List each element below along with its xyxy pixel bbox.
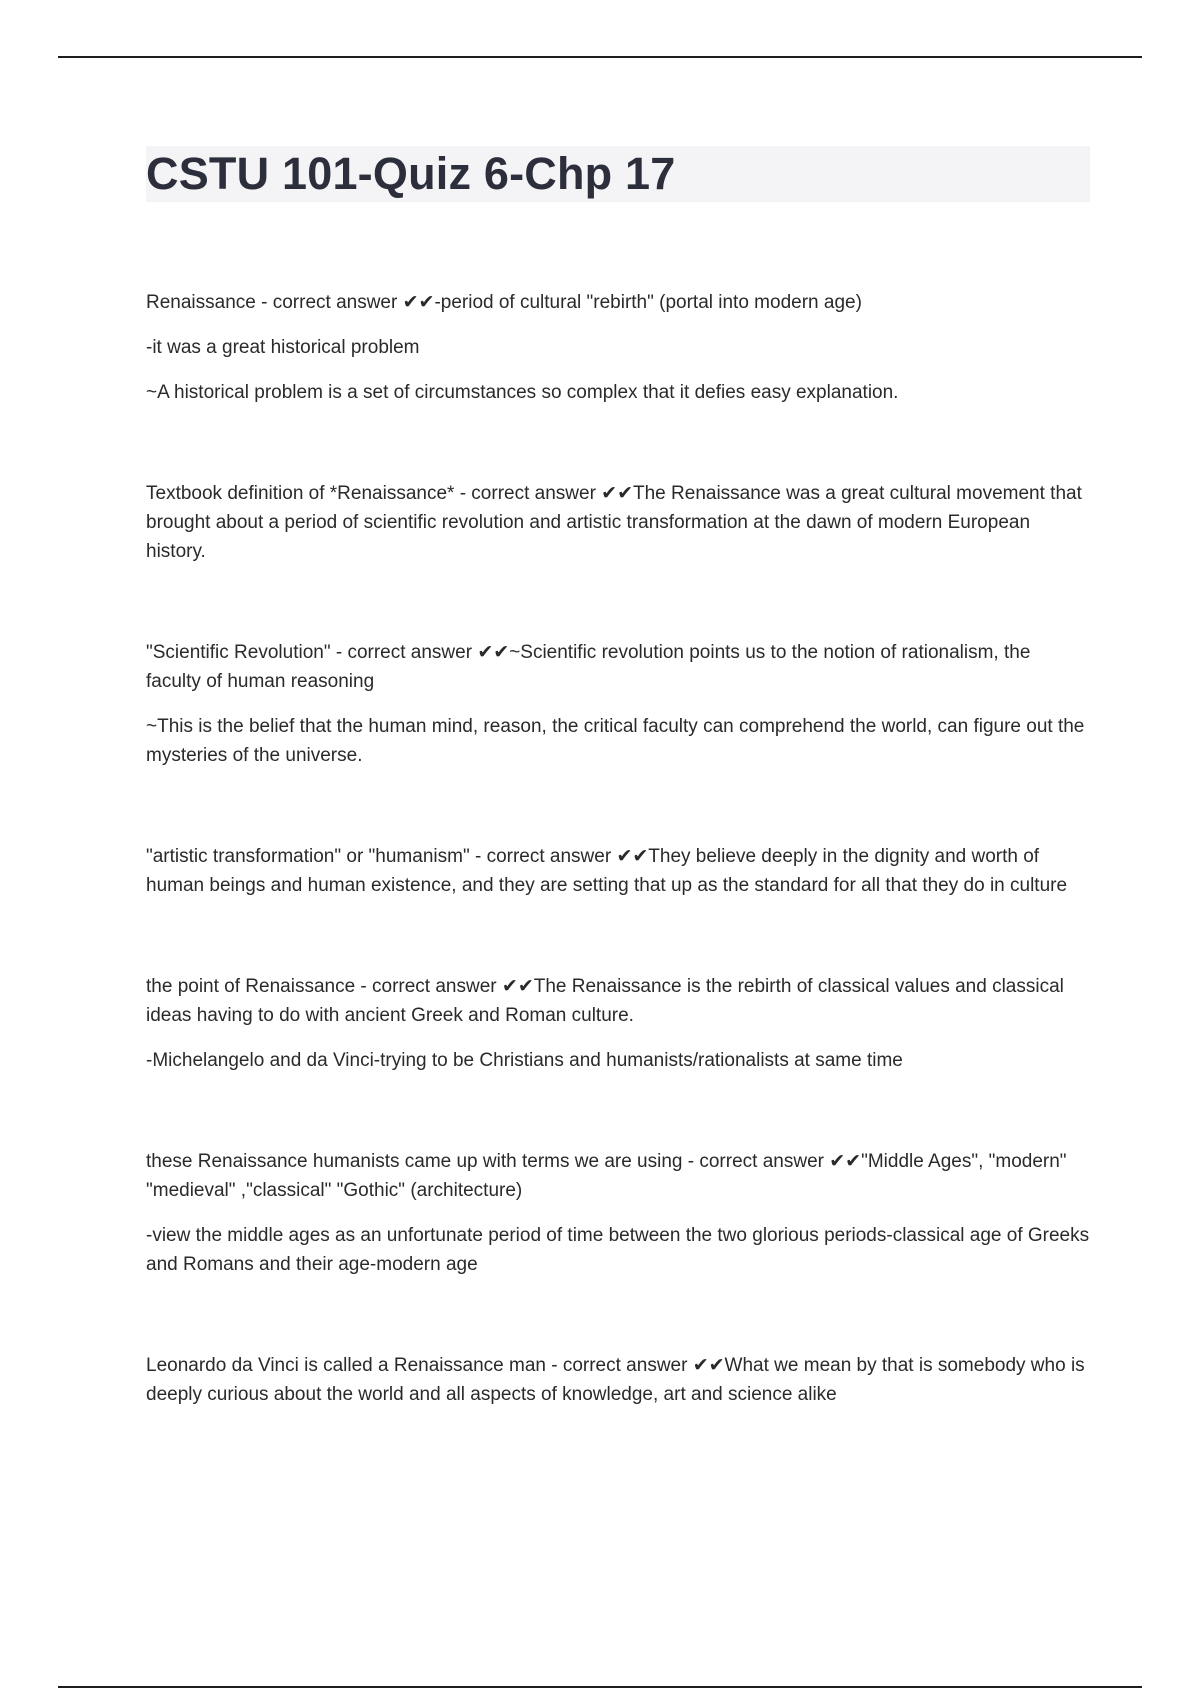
flashcard-paragraph: Renaissance - correct answer ✔✔-period of cultural "rebirth" (portal into modern age): [146, 292, 862, 313]
flashcard: [146, 1147, 1090, 1279]
flashcard: [146, 842, 1090, 900]
flashcard-paragraph: -it was a great historical problem: [146, 337, 420, 358]
flashcard-paragraph: Textbook definition of *Renaissance* - correct answer ✔✔The Renaissance was a great cultural movement that brought about a period of scientific revolution and artistic transformation at the dawn of modern European history.: [146, 483, 1082, 562]
flashcard-paragraph: -view the middle ages as an unfortunate period of time between the two glorious periods-classical age of Greeks and Romans and their age-modern age: [146, 1225, 1090, 1275]
flashcard-list: [146, 288, 1090, 1481]
page-title: CSTU 101-Quiz 6-Chp 17: [146, 148, 676, 199]
flashcard-paragraph: "artistic transformation" or "humanism" - correct answer ✔✔They believe deeply in the dignity and worth of human beings and human existence, and they are setting that up as the standard for all that they do in culture: [146, 846, 1068, 896]
flashcard: [146, 638, 1090, 770]
flashcard-paragraph: ~This is the belief that the human mind, reason, the critical faculty can comprehend the world, can figure out the mysteries of the universe.: [146, 716, 1085, 766]
flashcard: [146, 1351, 1090, 1409]
flashcard: [146, 288, 1090, 407]
flashcard-paragraph: Leonardo da Vinci is called a Renaissance man - correct answer ✔✔What we mean by that is somebody who is deeply curious about the world and all aspects of knowledge, art and science alike: [146, 1355, 1085, 1405]
flashcard: [146, 972, 1090, 1075]
flashcard-paragraph: these Renaissance humanists came up with terms we are using - correct answer ✔✔"Middle Ages", "modern" "medieval" ,"classical" "Gothic" (architecture): [146, 1151, 1067, 1201]
flashcard-paragraph: ~A historical problem is a set of circumstances so complex that it defies easy explanation.: [146, 382, 899, 403]
flashcard-paragraph: the point of Renaissance - correct answer ✔✔The Renaissance is the rebirth of classical values and classical ideas having to do with ancient Greek and Roman culture.: [146, 976, 1064, 1026]
flashcard-paragraph: -Michelangelo and da Vinci-trying to be Christians and humanists/rationalists at same time: [146, 1050, 903, 1071]
flashcard-paragraph: "Scientific Revolution" - correct answer ✔✔~Scientific revolution points us to the notion of rationalism, the faculty of human reasoning: [146, 642, 1031, 692]
bottom-rule: [58, 1686, 1142, 1688]
flashcard: [146, 479, 1090, 566]
top-rule: [58, 56, 1142, 58]
